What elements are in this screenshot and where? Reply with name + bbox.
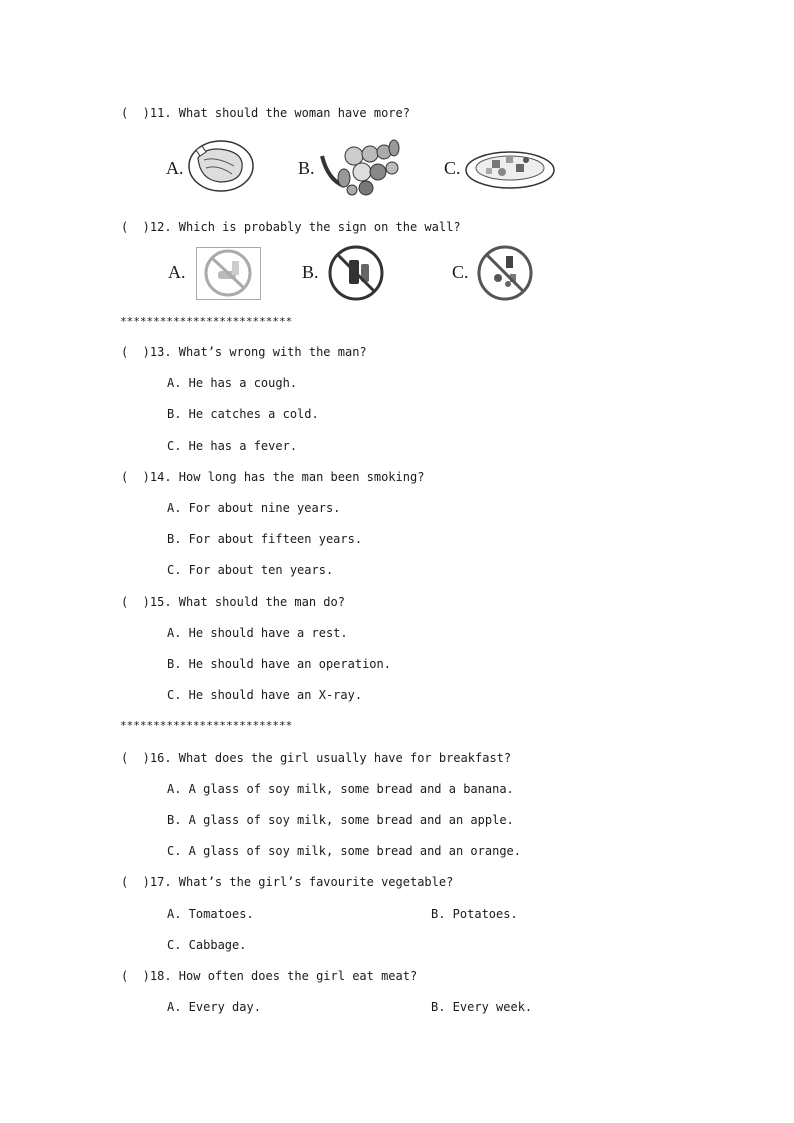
q13-option-c: C. He has a fever. — [167, 439, 298, 453]
q18-option-b: B. Every week. — [431, 1000, 533, 1014]
q15-option-b: B. He should have an operation. — [167, 657, 391, 671]
question-18: ( )18. How often does the girl eat meat? — [121, 969, 418, 983]
salad-plate-icon — [464, 146, 556, 190]
section-divider: ************************** — [120, 315, 293, 328]
question-12: ( )12. Which is probably the sign on the wall? — [121, 220, 461, 234]
q18-option-a: A. Every day. — [167, 1000, 261, 1014]
question-17: ( )17. What’s the girl’s favourite vegetable? — [121, 875, 454, 889]
q14-option-a: A. For about nine years. — [167, 501, 341, 515]
section-divider: ************************** — [120, 719, 293, 732]
no-snacks-sign-icon — [476, 244, 534, 302]
no-fast-food-sign-icon — [196, 247, 261, 300]
q11-option-a-label: A. — [166, 158, 184, 178]
q12-option-c-label: C. — [452, 262, 469, 282]
fruits-icon — [318, 136, 402, 198]
q13-option-a: A. He has a cough. — [167, 376, 298, 390]
steak-icon — [186, 136, 256, 194]
q12-option-a-label: A. — [168, 262, 186, 282]
q15-option-c: C. He should have an X-ray. — [167, 688, 363, 702]
q16-option-a: A. A glass of soy milk, some bread and a banana. — [167, 782, 514, 796]
q15-option-a: A. He should have a rest. — [167, 626, 348, 640]
q16-option-c: C. A glass of soy milk, some bread and an orange. — [167, 844, 522, 858]
q12-option-b-label: B. — [302, 262, 319, 282]
q11-option-b-label: B. — [298, 158, 315, 178]
q17-option-b: B. Potatoes. — [431, 907, 518, 921]
q17-option-a: A. Tomatoes. — [167, 907, 254, 921]
question-13: ( )13. What’s wrong with the man? — [121, 345, 367, 359]
question-15: ( )15. What should the man do? — [121, 595, 345, 609]
question-14: ( )14. How long has the man been smoking? — [121, 470, 425, 484]
q13-option-b: B. He catches a cold. — [167, 407, 319, 421]
question-11: ( )11. What should the woman have more? — [121, 106, 410, 120]
q11-option-c-label: C. — [444, 158, 461, 178]
question-16: ( )16. What does the girl usually have for breakfast? — [121, 751, 512, 765]
q14-option-b: B. For about fifteen years. — [167, 532, 363, 546]
no-drinking-sign-icon — [327, 244, 385, 302]
q16-option-b: B. A glass of soy milk, some bread and an apple. — [167, 813, 514, 827]
q17-option-c: C. Cabbage. — [167, 938, 247, 952]
q14-option-c: C. For about ten years. — [167, 563, 334, 577]
